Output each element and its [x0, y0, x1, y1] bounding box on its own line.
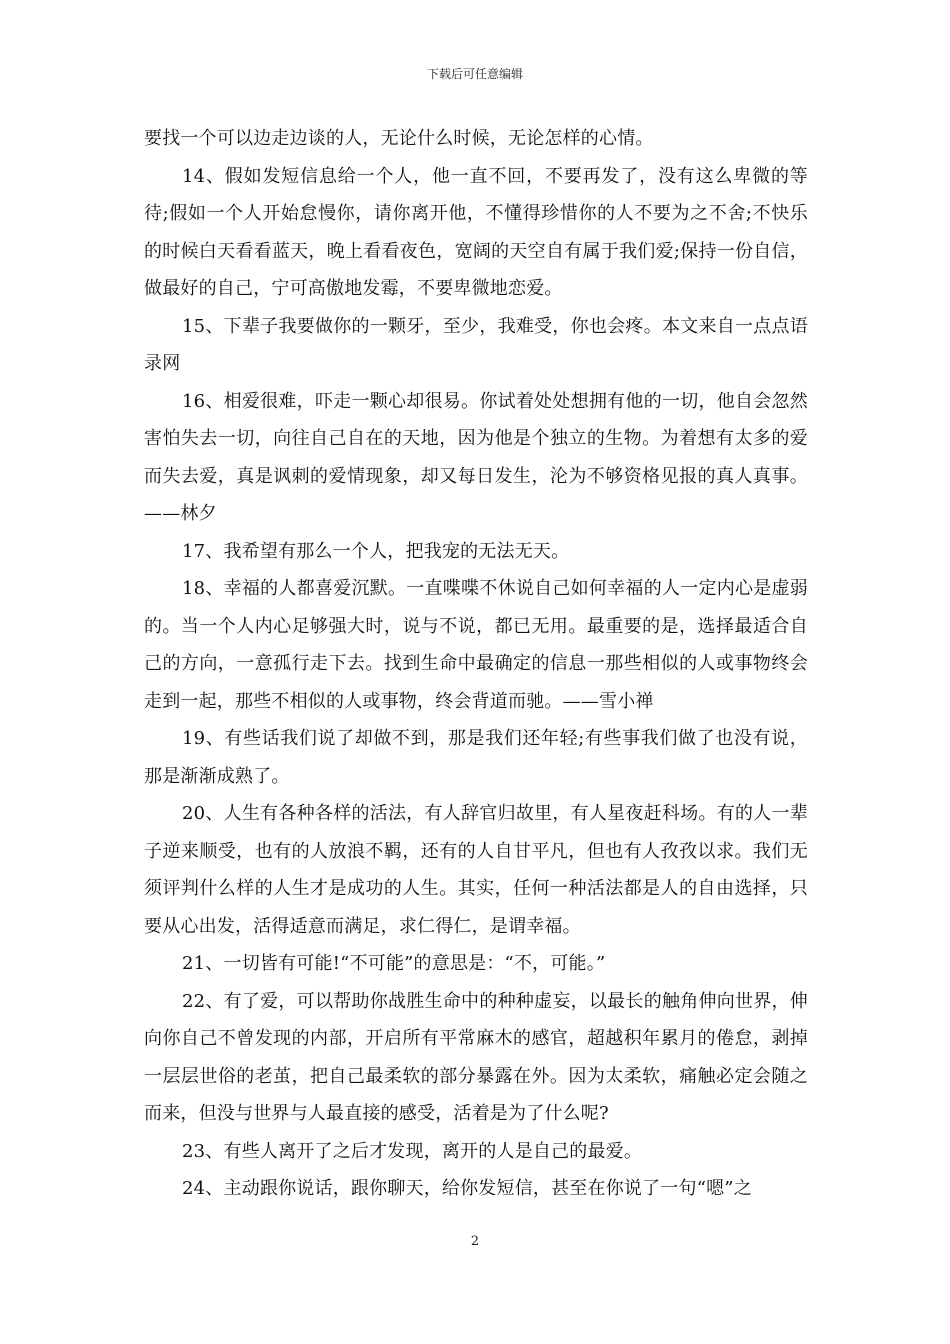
document-body	[144, 120, 808, 1208]
paragraph-17: 17、我希望有那么一个人，把我宠的无法无天。	[182, 540, 570, 562]
paragraph-18: 18、幸福的人都喜爱沉默。一直喋喋不休说自己如何幸福的人一定内心是虚弱的。当一个人内心足够强大时，说与不说，都已无用。最重要的是，选择最适合自己的方向，一意孤行走下去。找到生命中最确定的信息一那些相似的人或事物终会走到一起，那些不相似的人或事物，终会背道而驰。——雪小禅	[144, 578, 808, 712]
page-header: 下载后可任意编辑	[426, 67, 523, 81]
paragraph-continuation: 要找一个可以边走边谈的人，无论什么时候，无论怎样的心情。	[144, 128, 654, 149]
page-number: 2	[470, 1234, 480, 1249]
paragraph-21: 21、一切皆有可能!“不可能”的意思是：“不，可能。”	[182, 953, 606, 974]
paragraph-22: 22、有了爱，可以帮助你战胜生命中的种种虚妄，以最长的触角伸向世界，伸向你自己不曾发现的内部，开启所有平常麻木的感官，超越积年累月的倦怠，剥掉一层层世俗的老茧，把自己最柔软的部分暴露在外。因为太柔软，痛触必定会随之而来，但没与世界与人最直接的感受，活着是为了什么呢?	[144, 990, 808, 1124]
paragraph-14: 14、假如发短信息给一个人，他一直不回，不要再发了，没有这么卑微的等待;假如一个人开始怠慢你，请你离开他，不懂得珍惜你的人不要为之不舍;不快乐的时候白天看看蓝天，晚上看看夜色，宽阔的天空自有属于我们爱;保持一份自信，做最好的自己，宁可高傲地发霉，不要卑微地恋爱。	[144, 165, 808, 299]
paragraph-20: 20、人生有各种各样的活法，有人辞官归故里，有人星夜赶科场。有的人一辈子逆来顺受，也有的人放浪不羁，还有的人自甘平凡，但也有人孜孜以求。我们无须评判什么样的人生才是成功的人生。其实，任何一种活法都是人的自由选择，只要从心出发，活得适意而满足，求仁得仁，是谓幸福。	[144, 803, 808, 937]
paragraph-23: 23、有些人离开了之后才发现，离开的人是自己的最爱。	[182, 1140, 643, 1162]
paragraph-24: 24、主动跟你说话，跟你聊天，给你发短信，甚至在你说了一句“嗯”之	[182, 1178, 752, 1199]
paragraph-19: 19、有些话我们说了却做不到，那是我们还年轻;有些事我们做了也没有说，那是渐渐成熟了。	[144, 728, 808, 787]
paragraph-15: 15、下辈子我要做你的一颗牙，至少，我难受，你也会疼。本文来自一点点语录网	[144, 315, 808, 374]
paragraph-16: 16、相爱很难，吓走一颗心却很易。你试着处处想拥有他的一切，他自会忽然害怕失去一切，向往自己自在的天地，因为他是个独立的生物。为着想有太多的爱而失去爱，真是讽刺的爱情现象，却又每日发生，沦为不够资格见报的真人真事。——林夕	[144, 390, 808, 524]
